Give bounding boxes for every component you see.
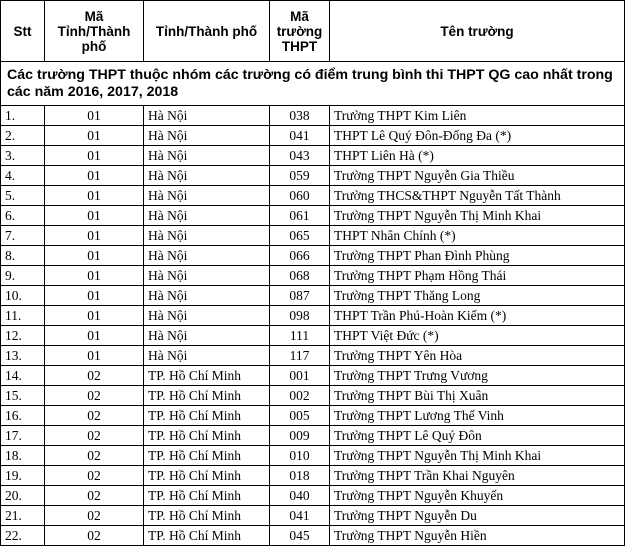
cell-school-name: THPT Liên Hà (*) xyxy=(330,146,625,166)
cell-stt: 6. xyxy=(1,206,45,226)
cell-province: Hà Nội xyxy=(144,146,270,166)
cell-school-name: THPT Lê Quý Đôn-Đống Đa (*) xyxy=(330,126,625,146)
table-row xyxy=(1,466,625,486)
cell-province-code: 02 xyxy=(45,406,144,426)
cell-school-name: Trường THPT Lê Quý Đôn xyxy=(330,426,625,446)
cell-province-code: 02 xyxy=(45,426,144,446)
table-row xyxy=(1,186,625,206)
cell-school-code: 043 xyxy=(270,146,330,166)
cell-stt: 12. xyxy=(1,326,45,346)
cell-province-code: 02 xyxy=(45,366,144,386)
cell-province: Hà Nội xyxy=(144,186,270,206)
table-row xyxy=(1,206,625,226)
cell-school-name: Trường THPT Yên Hòa xyxy=(330,346,625,366)
cell-stt: 2. xyxy=(1,126,45,146)
cell-school-code: 060 xyxy=(270,186,330,206)
cell-school-name: Trường THPT Nguyễn Gia Thiều xyxy=(330,166,625,186)
table-row xyxy=(1,226,625,246)
cell-school-code: 041 xyxy=(270,506,330,526)
cell-school-code: 045 xyxy=(270,526,330,546)
cell-province-code: 02 xyxy=(45,446,144,466)
cell-province: TP. Hồ Chí Minh xyxy=(144,446,270,466)
cell-stt: 21. xyxy=(1,506,45,526)
table-row xyxy=(1,446,625,466)
table-row xyxy=(1,126,625,146)
cell-province-code: 02 xyxy=(45,506,144,526)
cell-school-code: 040 xyxy=(270,486,330,506)
cell-province-code: 01 xyxy=(45,106,144,126)
cell-stt: 9. xyxy=(1,266,45,286)
cell-school-name: Trường THPT Phạm Hồng Thái xyxy=(330,266,625,286)
table-row xyxy=(1,106,625,126)
cell-stt: 15. xyxy=(1,386,45,406)
cell-stt: 3. xyxy=(1,146,45,166)
table-row xyxy=(1,286,625,306)
cell-province-code: 01 xyxy=(45,226,144,246)
table-row xyxy=(1,506,625,526)
cell-school-code: 009 xyxy=(270,426,330,446)
table-row xyxy=(1,346,625,366)
cell-school-code: 065 xyxy=(270,226,330,246)
cell-province-code: 01 xyxy=(45,166,144,186)
table-row xyxy=(1,306,625,326)
cell-school-code: 066 xyxy=(270,246,330,266)
cell-school-name: Trường THPT Nguyễn Thị Minh Khai xyxy=(330,446,625,466)
group-title: Các trường THPT thuộc nhóm các trường có điểm trung bình thi THPT QG cao nhất trong các năm 2016, 2017, 2018 xyxy=(1,62,625,106)
cell-school-code: 005 xyxy=(270,406,330,426)
cell-school-name: Trường THPT Nguyễn Hiền xyxy=(330,526,625,546)
cell-stt: 13. xyxy=(1,346,45,366)
cell-province: Hà Nội xyxy=(144,246,270,266)
cell-school-name: Trường THPT Phan Đình Phùng xyxy=(330,246,625,266)
table-row xyxy=(1,526,625,546)
cell-school-code: 111 xyxy=(270,326,330,346)
cell-stt: 18. xyxy=(1,446,45,466)
cell-school-name: Trường THCS&THPT Nguyễn Tất Thành xyxy=(330,186,625,206)
table-row xyxy=(1,146,625,166)
cell-province-code: 01 xyxy=(45,306,144,326)
cell-school-name: Trường THPT Lương Thế Vinh xyxy=(330,406,625,426)
cell-province-code: 01 xyxy=(45,266,144,286)
cell-stt: 22. xyxy=(1,526,45,546)
cell-province-code: 01 xyxy=(45,346,144,366)
cell-province-code: 01 xyxy=(45,246,144,266)
cell-province: Hà Nội xyxy=(144,306,270,326)
cell-province-code: 02 xyxy=(45,466,144,486)
cell-school-code: 018 xyxy=(270,466,330,486)
table-row xyxy=(1,426,625,446)
cell-stt: 16. xyxy=(1,406,45,426)
cell-school-name: Trường THPT Thăng Long xyxy=(330,286,625,306)
cell-school-code: 098 xyxy=(270,306,330,326)
cell-school-code: 041 xyxy=(270,126,330,146)
cell-province-code: 01 xyxy=(45,206,144,226)
cell-stt: 19. xyxy=(1,466,45,486)
cell-school-code: 061 xyxy=(270,206,330,226)
cell-province: TP. Hồ Chí Minh xyxy=(144,506,270,526)
cell-school-code: 002 xyxy=(270,386,330,406)
table-row xyxy=(1,246,625,266)
cell-province: TP. Hồ Chí Minh xyxy=(144,386,270,406)
cell-province: TP. Hồ Chí Minh xyxy=(144,466,270,486)
cell-province-code: 01 xyxy=(45,146,144,166)
table-row xyxy=(1,166,625,186)
table-row xyxy=(1,366,625,386)
cell-province: TP. Hồ Chí Minh xyxy=(144,426,270,446)
table-row xyxy=(1,486,625,506)
cell-province: TP. Hồ Chí Minh xyxy=(144,366,270,386)
header-row xyxy=(1,1,625,62)
header-school-name: Tên trường xyxy=(330,1,625,62)
header-stt: Stt xyxy=(1,1,45,62)
cell-school-code: 087 xyxy=(270,286,330,306)
cell-province-code: 01 xyxy=(45,126,144,146)
cell-school-name: THPT Nhân Chính (*) xyxy=(330,226,625,246)
header-province: Tỉnh/Thành phố xyxy=(144,1,270,62)
cell-school-name: THPT Trần Phú-Hoàn Kiếm (*) xyxy=(330,306,625,326)
cell-stt: 5. xyxy=(1,186,45,206)
cell-stt: 8. xyxy=(1,246,45,266)
cell-province-code: 02 xyxy=(45,486,144,506)
cell-stt: 20. xyxy=(1,486,45,506)
cell-school-name: Trường THPT Trưng Vương xyxy=(330,366,625,386)
cell-school-name: Trường THPT Bùi Thị Xuân xyxy=(330,386,625,406)
cell-province: Hà Nội xyxy=(144,326,270,346)
cell-province: Hà Nội xyxy=(144,346,270,366)
cell-school-code: 038 xyxy=(270,106,330,126)
cell-province: TP. Hồ Chí Minh xyxy=(144,486,270,506)
header-school-code: Mã trường THPT xyxy=(270,1,330,62)
cell-stt: 17. xyxy=(1,426,45,446)
cell-school-code: 117 xyxy=(270,346,330,366)
cell-province: Hà Nội xyxy=(144,166,270,186)
table-row xyxy=(1,386,625,406)
cell-stt: 1. xyxy=(1,106,45,126)
cell-province-code: 01 xyxy=(45,326,144,346)
table-row xyxy=(1,326,625,346)
cell-province: Hà Nội xyxy=(144,126,270,146)
cell-school-code: 001 xyxy=(270,366,330,386)
cell-province: Hà Nội xyxy=(144,266,270,286)
cell-school-name: Trường THPT Nguyễn Khuyến xyxy=(330,486,625,506)
cell-stt: 11. xyxy=(1,306,45,326)
cell-school-name: Trường THPT Kim Liên xyxy=(330,106,625,126)
cell-province: TP. Hồ Chí Minh xyxy=(144,526,270,546)
cell-school-code: 068 xyxy=(270,266,330,286)
cell-province: Hà Nội xyxy=(144,226,270,246)
group-title-row xyxy=(1,62,625,106)
cell-province: Hà Nội xyxy=(144,286,270,306)
cell-school-name: Trường THPT Trần Khai Nguyên xyxy=(330,466,625,486)
cell-province: TP. Hồ Chí Minh xyxy=(144,406,270,426)
cell-province-code: 01 xyxy=(45,286,144,306)
cell-school-name: Trường THPT Nguyễn Thị Minh Khai xyxy=(330,206,625,226)
cell-stt: 4. xyxy=(1,166,45,186)
cell-province-code: 02 xyxy=(45,526,144,546)
cell-province-code: 02 xyxy=(45,386,144,406)
cell-school-code: 010 xyxy=(270,446,330,466)
cell-province: Hà Nội xyxy=(144,206,270,226)
cell-school-code: 059 xyxy=(270,166,330,186)
cell-stt: 14. xyxy=(1,366,45,386)
cell-school-name: THPT Việt Đức (*) xyxy=(330,326,625,346)
table-row xyxy=(1,266,625,286)
header-province-code: Mã Tỉnh/Thành phố xyxy=(45,1,144,62)
table-row xyxy=(1,406,625,426)
cell-stt: 10. xyxy=(1,286,45,306)
cell-province-code: 01 xyxy=(45,186,144,206)
cell-stt: 7. xyxy=(1,226,45,246)
cell-province: Hà Nội xyxy=(144,106,270,126)
cell-school-name: Trường THPT Nguyễn Du xyxy=(330,506,625,526)
